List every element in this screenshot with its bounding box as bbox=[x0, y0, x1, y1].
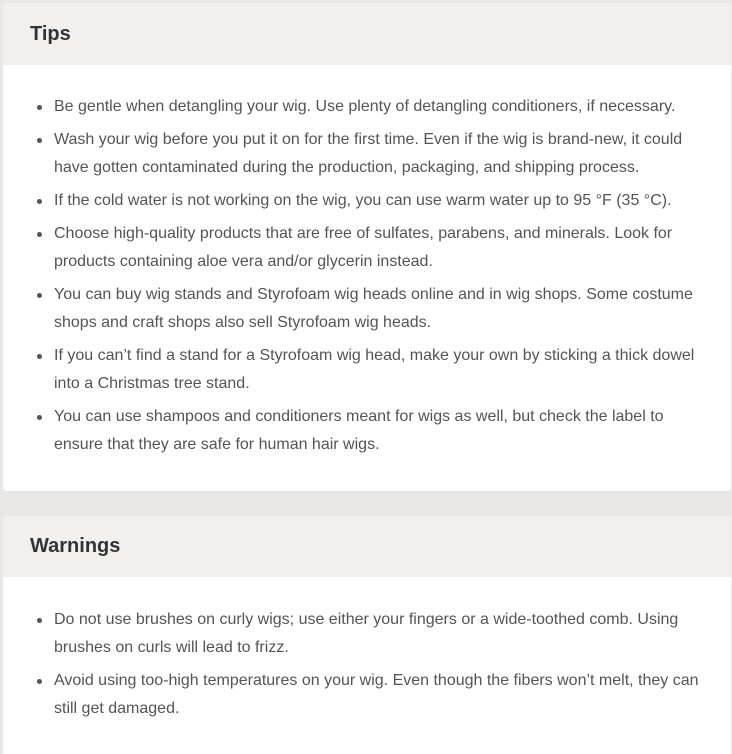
tip-item bbox=[35, 93, 713, 121]
bullet-icon bbox=[37, 415, 42, 420]
tip-text: If you can’t find a stand for a Styrofoam wig head, make your own by sticking a thick dowel into a Christmas tree stand. bbox=[54, 347, 695, 392]
bullet-icon bbox=[37, 105, 42, 110]
tip-item bbox=[35, 187, 713, 215]
tips-section bbox=[3, 3, 731, 491]
warning-text: Avoid using too-high temperatures on your wig. Even though the fibers won’t melt, they can still get damaged. bbox=[54, 672, 699, 717]
tip-text: You can buy wig stands and Styrofoam wig heads online and in wig shops. Some costume shops and craft shops also sell Styrofoam wig heads. bbox=[54, 286, 693, 331]
warnings-section bbox=[3, 516, 731, 754]
tip-text: You can use shampoos and conditioners meant for wigs as well, but check the label to ensure that they are safe for human hair wigs. bbox=[54, 408, 664, 453]
warnings-title: Warnings bbox=[30, 535, 121, 557]
bullet-icon bbox=[37, 199, 42, 204]
bullet-icon bbox=[37, 293, 42, 298]
warning-item bbox=[35, 667, 713, 723]
bullet-icon bbox=[37, 232, 42, 237]
tip-item bbox=[35, 126, 713, 182]
bullet-icon bbox=[37, 354, 42, 359]
bullet-icon bbox=[37, 138, 42, 143]
tip-text: Be gentle when detangling your wig. Use plenty of detangling conditioners, if necessary. bbox=[54, 98, 676, 115]
bullet-icon bbox=[37, 618, 42, 623]
warnings-list bbox=[35, 606, 713, 723]
warnings-header bbox=[3, 516, 731, 577]
tip-item bbox=[35, 403, 713, 459]
tip-text: If the cold water is not working on the wig, you can use warm water up to 95 °F (35 °C). bbox=[54, 192, 672, 209]
tip-text: Wash your wig before you put it on for the first time. Even if the wig is brand-new, it could have gotten contaminated during the production, packaging, and shipping process. bbox=[54, 131, 683, 176]
tip-item bbox=[35, 342, 713, 398]
tip-item bbox=[35, 281, 713, 337]
tips-header bbox=[3, 3, 731, 65]
warning-item bbox=[35, 606, 713, 662]
tips-title: Tips bbox=[30, 22, 71, 45]
tip-text: Choose high-quality products that are free of sulfates, parabens, and minerals. Look for products containing aloe vera and/or glycerin instead. bbox=[54, 225, 673, 270]
bullet-icon bbox=[37, 679, 42, 684]
tips-list bbox=[35, 93, 713, 459]
warnings-body bbox=[3, 577, 731, 723]
tips-body bbox=[3, 65, 731, 459]
tip-item bbox=[35, 220, 713, 276]
warning-text: Do not use brushes on curly wigs; use either your fingers or a wide-toothed comb. Using brushes on curls will lead to frizz. bbox=[54, 611, 679, 656]
